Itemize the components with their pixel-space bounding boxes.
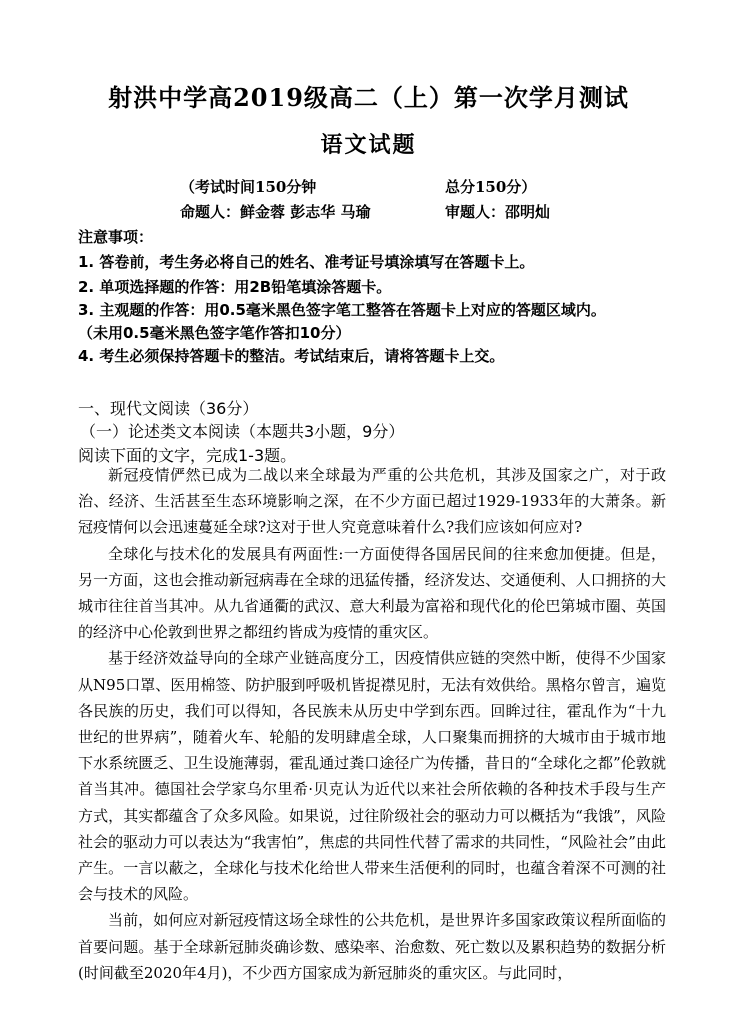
reviewer: 审题人：邵明灿	[445, 203, 551, 221]
exam-subtitle: 语文试题	[320, 132, 417, 158]
section-heading: 一、现代文阅读（36分）	[78, 399, 259, 418]
notice-heading: 注意事项：	[78, 228, 154, 246]
notice-item: 1. 答卷前，考生务必将自己的姓名、准考证号填涂填写在答题卡上。	[78, 253, 535, 271]
exam-time: （考试时间150分钟	[180, 178, 317, 196]
passage-paragraph: 当前，如何应对新冠疫情这场全球性的公共危机，是世界许多国家政策议程所面临的首要问题。基于全球新冠肺炎确诊数、感染率、治愈数、死亡数以及累积趋势的数据分析(时间截至2020年4月)，不少西方国家成为新冠肺炎的重灾区。与此同时，	[78, 911, 666, 982]
total-score: 总分150分）	[445, 178, 537, 196]
passage-paragraph: 基于经济效益导向的全球产业链高度分工，因疫情供应链的突然中断，使得不少国家从N95口罩、医用棉签、防护服到呼吸机皆捉襟见肘，无法有效供给。黑格尔曾言，遍览各民族的历史，我们可以得知，各民族未从历史中学到东西。回眸过往，霍乱作为“十九世纪的世界病”，随着火车、轮船的发明肆虐全球，人口聚集而拥挤的大城市由于城市地下水系统匮乏、卫生设施薄弱，霍乱通过粪口途径广为传播，昔日的“全球化之都”伦敦就首当其冲。德国社会学家乌尔里希·贝克认为近代以来社会所依赖的各种技术手段与生产方式，其实都蕴含了众多风险。如果说，过往阶级社会的驱动力可以概括为“我饿”，风险社会的驱动力可以表达为“我害怕”，焦虑的共同性代替了需求的共同性，“风险社会”由此产生。一言以蔽之，全球化与技术化给世人带来生活便利的同时，也蕴含着深不可测的社会与技术的风险。	[78, 649, 666, 904]
passage-paragraph: 全球化与技术化的发展具有两面性:一方面使得各国居民间的往来愈加便捷。但是，另一方面，这也会推动新冠病毒在全球的迅猛传播，经济发达、交通便利、人口拥挤的大城市往往首当其冲。从九省通衢的武汉、意大利最为富裕和现代化的伦巴第城市圈、英国的经济中心伦敦到世界之都纽约皆成为疫情的重灾区。	[78, 544, 666, 642]
reading-passage	[78, 462, 666, 986]
notice-item: 2. 单项选择题的作答：用2B铅笔填涂答题卡。	[78, 278, 392, 296]
notice-item: 3. 主观题的作答：用0.5毫米黑色签字笔工整答在答题卡上对应的答题区域内。	[78, 301, 606, 319]
section-subheading: （一）论述类文本阅读（本题共3小题，9分）	[80, 422, 405, 441]
notice-item: （未用0.5毫米黑色签字笔作答扣10分）	[78, 324, 351, 342]
section-instruction: 阅读下面的文字，完成1-3题。	[78, 446, 297, 465]
exam-title: 射洪中学高2019级高二（上）第一次学月测试	[108, 83, 629, 112]
notice-item: 4. 考生必须保持答题卡的整洁。考试结束后，请将答题卡上交。	[78, 347, 505, 365]
setters: 命题人：鲜金蓉 彭志华 马瑜	[180, 203, 371, 221]
passage-paragraph: 新冠疫情俨然已成为二战以来全球最为严重的公共危机，其涉及国家之广，对于政治、经济、生活甚至生态环境影响之深，在不少方面已超过1929-1933年的大萧条。新冠疫情何以会迅速蔓延全球?这对于世人究竟意味着什么?我们应该如何应对?	[78, 466, 666, 537]
